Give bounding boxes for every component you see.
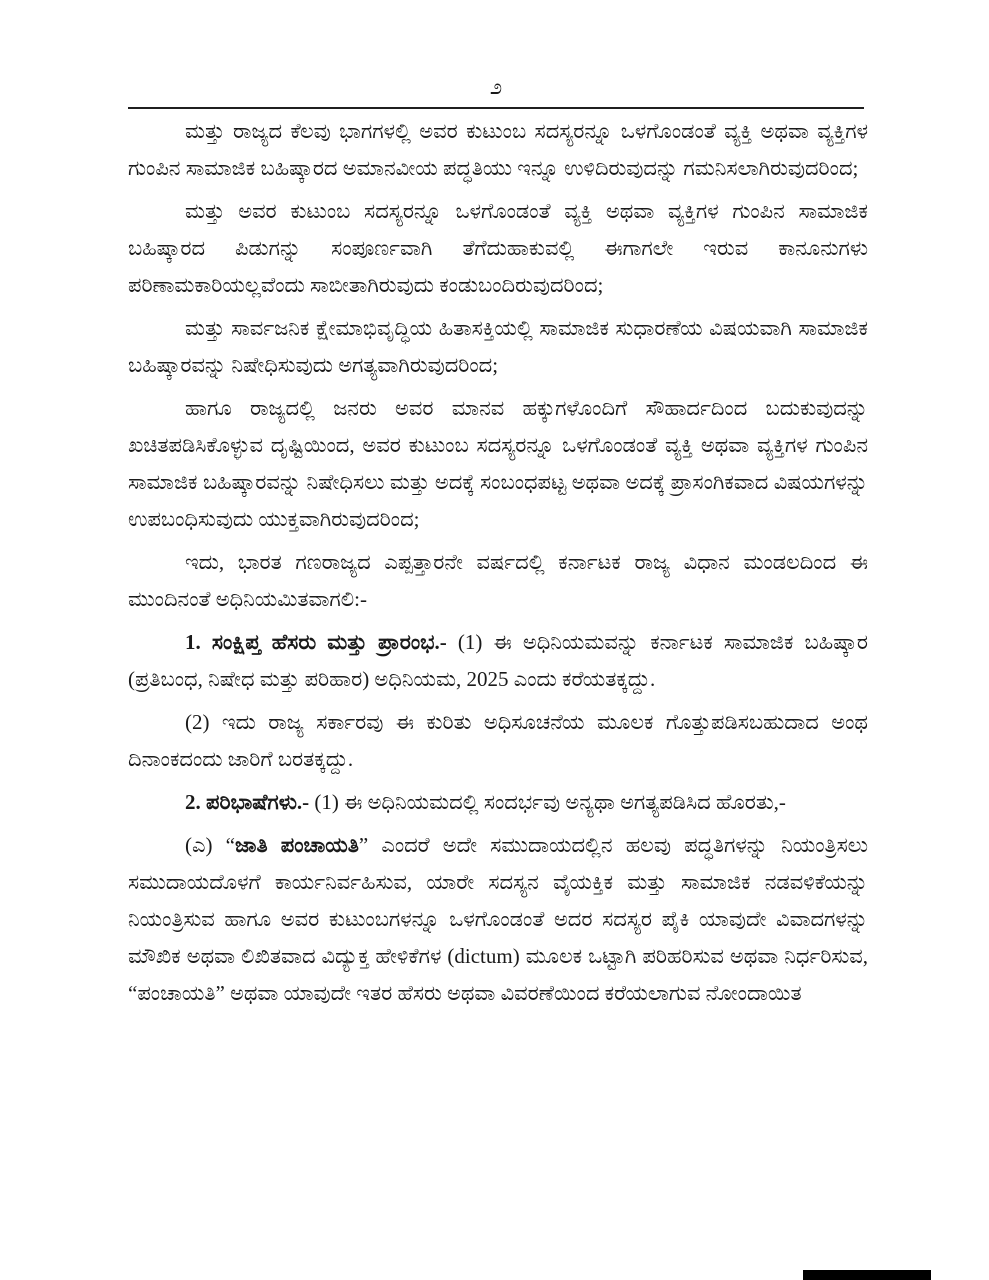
text-run: ಹಾಗೂ ರಾಜ್ಯದಲ್ಲಿ ಜನರು ಅವರ ಮಾನವ ಹಕ್ಕುಗಳೊಂದಿಗೆ ಸೌಹಾರ್ದದಿಂದ ಬದುಕುವುದನ್ನು ಖಚಿತಪಡಿಸಿಕೊಳ್ಳುವ ದೃಷ್ಟಿಯಿಂದ, ಅವರ ಕುಟುಂಬ ಸದಸ್ಯರನ್ನೂ ಒಳಗೊಂಡಂತೆ ವ್ಯಕ್ತಿ ಅಥವಾ ವ್ಯಕ್ತಿಗಳ ಗುಂಪಿನ ಸಾಮಾಜಿಕ ಬಹಿಷ್ಕಾರವನ್ನು ನಿಷೇಧಿಸಲು ಮತ್ತು ಅದಕ್ಕೆ ಸಂಬಂಧಪಟ್ಟ ಅಥವಾ ಅದಕ್ಕೆ ಪ್ರಾಸಂಗಿಕವಾದ ವಿಷಯಗಳನ್ನು ಉಪಬಂಧಿಸುವುದು ಯುಕ್ತವಾಗಿರುವುದರಿಂದ;	[128, 396, 868, 531]
paragraph	[128, 624, 868, 698]
text-run: ಮತ್ತು ಸಾರ್ವಜನಿಕ ಕ್ಷೇಮಾಭಿವೃದ್ಧಿಯ ಹಿತಾಸಕ್ತಿಯಲ್ಲಿ ಸಾಮಾಜಿಕ ಸುಧಾರಣೆಯ ವಿಷಯವಾಗಿ ಸಾಮಾಜಿಕ ಬಹಿಷ್ಕಾರವನ್ನು ನಿಷೇಧಿಸುವುದು ಅಗತ್ಯವಾಗಿರುವುದರಿಂದ;	[128, 316, 868, 377]
text-run: (1) ಈ ಅಧಿನಿಯಮದಲ್ಲಿ ಸಂದರ್ಭವು ಅನ್ಯಥಾ ಅಗತ್ಯಪಡಿಸಿದ ಹೊರತು,-	[309, 790, 786, 814]
text-run: (1) ಈ ಅಧಿನಿಯಮವನ್ನು ಕರ್ನಾಟಕ ಸಾಮಾಜಿಕ ಬಹಿಷ್ಕಾರ (ಪ್ರತಿಬಂಧ, ನಿಷೇಧ ಮತ್ತು ಪರಿಹಾರ) ಅಧಿನಿಯಮ, 2025 ಎಂದು ಕರೆಯತಕ್ಕದ್ದು.	[128, 630, 868, 691]
paragraph	[128, 784, 868, 821]
paragraph	[128, 704, 868, 778]
paragraph	[128, 390, 868, 538]
paragraph	[128, 310, 868, 384]
page-number: ೨	[489, 74, 503, 99]
document-body	[128, 113, 868, 1018]
text-run: ಮತ್ತು ರಾಜ್ಯದ ಕೆಲವು ಭಾಗಗಳಲ್ಲಿ ಅವರ ಕುಟುಂಬ ಸದಸ್ಯರನ್ನೂ ಒಳಗೊಂಡಂತೆ ವ್ಯಕ್ತಿ ಅಥವಾ ವ್ಯಕ್ತಿಗಳ ಗುಂಪಿನ ಸಾಮಾಜಿಕ ಬಹಿಷ್ಕಾರದ ಅಮಾನವೀಯ ಪದ್ಧತಿಯು ಇನ್ನೂ ಉಳಿದಿರುವುದನ್ನು ಗಮನಿಸಲಾಗಿರುವುದರಿಂದ;	[128, 119, 868, 180]
text-run: ” ಎಂದರೆ ಅದೇ ಸಮುದಾಯದಲ್ಲಿನ ಹಲವು ಪದ್ಧತಿಗಳನ್ನು ನಿಯಂತ್ರಿಸಲು ಸಮುದಾಯದೊಳಗೆ ಕಾರ್ಯನಿರ್ವಹಿಸುವ, ಯಾರೇ ಸದಸ್ಯನ ವೈಯಕ್ತಿಕ ಮತ್ತು ಸಾಮಾಜಿಕ ನಡವಳಿಕೆಯನ್ನು ನಿಯಂತ್ರಿಸುವ ಹಾಗೂ ಅವರ ಕುಟುಂಬಗಳನ್ನೂ ಒಳಗೊಂಡಂತೆ ಅದರ ಸದಸ್ಯರ ಪೈಕಿ ಯಾವುದೇ ವಿವಾದಗಳನ್ನು ಮೌಖಿಕ ಅಥವಾ ಲಿಖಿತವಾದ ವಿದ್ಯುಕ್ತ ಹೇಳಿಕೆಗಳ (dictum) ಮೂಲಕ ಒಟ್ಟಾಗಿ ಪರಿಹರಿಸುವ ಅಥವಾ ನಿರ್ಧರಿಸುವ, “ಪಂಚಾಯತಿ” ಅಥವಾ ಯಾವುದೇ ಇತರ ಹೆಸರು ಅಥವಾ ವಿವರಣೆಯಿಂದ ಕರೆಯಲಾಗುವ ನೋಂದಾಯಿತ	[128, 833, 869, 1005]
text-run: (ಎ) “	[185, 833, 235, 857]
header-rule	[128, 107, 864, 109]
paragraph	[128, 113, 868, 187]
bold-text-run: 1. ಸಂಕ್ಷಿಪ್ತ ಹೆಸರು ಮತ್ತು ಪ್ರಾರಂಭ.-	[185, 630, 447, 654]
text-run: ಇದು, ಭಾರತ ಗಣರಾಜ್ಯದ ಎಪ್ಪತ್ತಾರನೇ ವರ್ಷದಲ್ಲಿ ಕರ್ನಾಟಕ ರಾಜ್ಯ ವಿಧಾನ ಮಂಡಲದಿಂದ ಈ ಮುಂದಿನಂತೆ ಅಧಿನಿಯಮಿತವಾಗಲಿ:-	[128, 550, 868, 611]
paragraph	[128, 544, 868, 618]
scan-artifact-bar	[803, 1270, 931, 1280]
bold-text-run: 2. ಪರಿಭಾಷೆಗಳು.-	[185, 790, 310, 814]
paragraph	[128, 827, 868, 1012]
text-run: (2) ಇದು ರಾಜ್ಯ ಸರ್ಕಾರವು ಈ ಕುರಿತು ಅಧಿಸೂಚನೆಯ ಮೂಲಕ ಗೊತ್ತುಪಡಿಸಬಹುದಾದ ಅಂಥ ದಿನಾಂಕದಂದು ಜಾರಿಗೆ ಬರತಕ್ಕದ್ದು.	[128, 710, 868, 771]
bold-text-run: ಜಾತಿ ಪಂಚಾಯತಿ	[234, 833, 359, 857]
paragraph	[128, 193, 868, 304]
text-run: ಮತ್ತು ಅವರ ಕುಟುಂಬ ಸದಸ್ಯರನ್ನೂ ಒಳಗೊಂಡಂತೆ ವ್ಯಕ್ತಿ ಅಥವಾ ವ್ಯಕ್ತಿಗಳ ಗುಂಪಿನ ಸಾಮಾಜಿಕ ಬಹಿಷ್ಕಾರದ ಪಿಡುಗನ್ನು ಸಂಪೂರ್ಣವಾಗಿ ತೆಗೆದುಹಾಕುವಲ್ಲಿ ಈಗಾಗಲೇ ಇರುವ ಕಾನೂನುಗಳು ಪರಿಣಾಮಕಾರಿಯಲ್ಲವೆಂದು ಸಾಬೀತಾಗಿರುವುದು ಕಂಡುಬಂದಿರುವುದರಿಂದ;	[128, 199, 868, 297]
